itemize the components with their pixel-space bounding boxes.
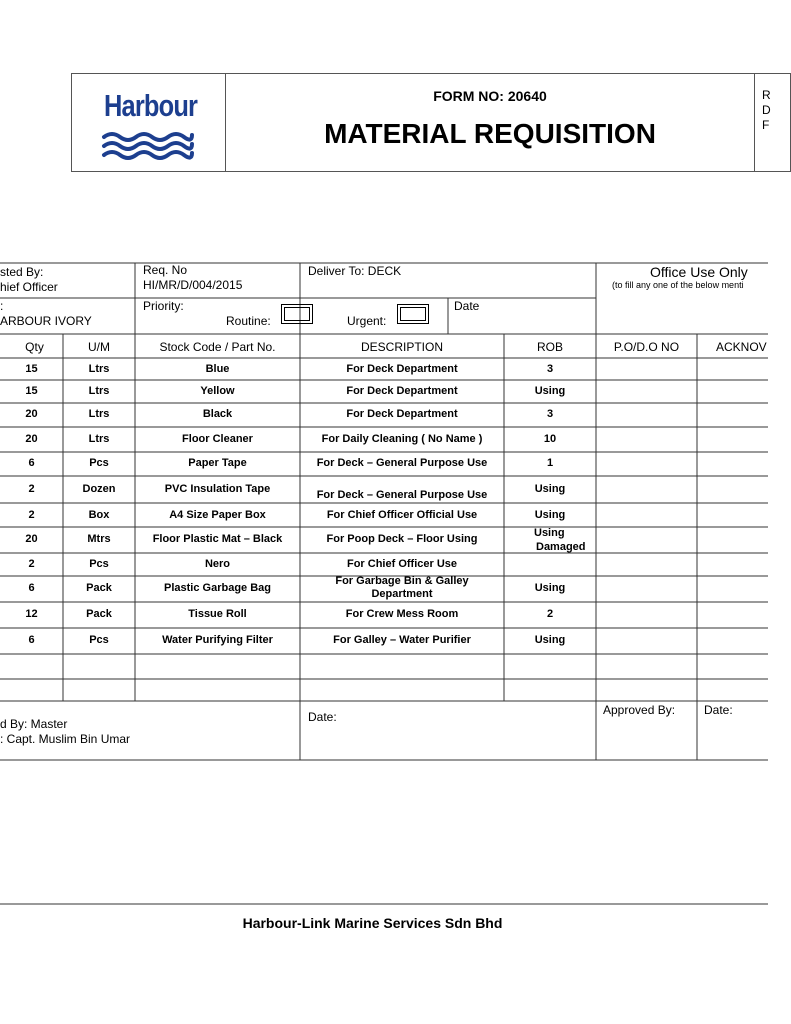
office-use-note: (to fill any one of the below menti bbox=[612, 280, 744, 290]
authorized-by-label: d By: Master bbox=[0, 717, 68, 731]
priority-label: Priority: bbox=[143, 299, 184, 313]
col-stock-code: Stock Code / Part No. bbox=[159, 340, 276, 354]
waves-logo-icon bbox=[100, 130, 196, 160]
requested-by-value: hief Officer bbox=[0, 280, 58, 294]
urgent-label: Urgent: bbox=[347, 314, 387, 328]
col-rob: ROB bbox=[536, 340, 563, 354]
col-um: U/M bbox=[88, 340, 110, 354]
req-no-label: Req. No bbox=[143, 263, 188, 277]
routine-checkbox[interactable] bbox=[281, 304, 313, 324]
col-acknowledge: ACKNOV bbox=[716, 340, 767, 354]
approved-by-label: Approved By: bbox=[603, 703, 676, 717]
urgent-checkbox[interactable] bbox=[397, 304, 429, 324]
vessel-value: ARBOUR IVORY bbox=[0, 314, 92, 328]
page-title: MATERIAL REQUISITION bbox=[324, 118, 656, 149]
brand-logo-text: Harbour bbox=[104, 88, 198, 123]
routine-label: Routine: bbox=[226, 314, 271, 328]
form-number: FORM NO: 20640 bbox=[433, 88, 547, 104]
col-po-do: P.O/D.O NO bbox=[613, 340, 680, 354]
approved-date-label: Date: bbox=[704, 703, 733, 717]
vessel-label: : bbox=[0, 299, 4, 313]
col-description: DESCRIPTION bbox=[360, 340, 443, 354]
req-no-value: HI/MR/D/004/2015 bbox=[143, 278, 243, 292]
col-qty: Qty bbox=[25, 340, 44, 354]
requested-by-label: sted By: bbox=[0, 265, 44, 279]
authorized-by-name: : Capt. Muslim Bin Umar bbox=[0, 732, 131, 746]
header-side-text: R D F bbox=[762, 88, 771, 132]
office-use-title: Office Use Only bbox=[650, 264, 748, 280]
date-label: Date bbox=[454, 299, 480, 313]
company-footer: Harbour-Link Marine Services Sdn Bhd bbox=[242, 915, 503, 931]
deliver-to: Deliver To: DECK bbox=[308, 264, 402, 278]
bottom-date-label: Date: bbox=[308, 710, 337, 724]
